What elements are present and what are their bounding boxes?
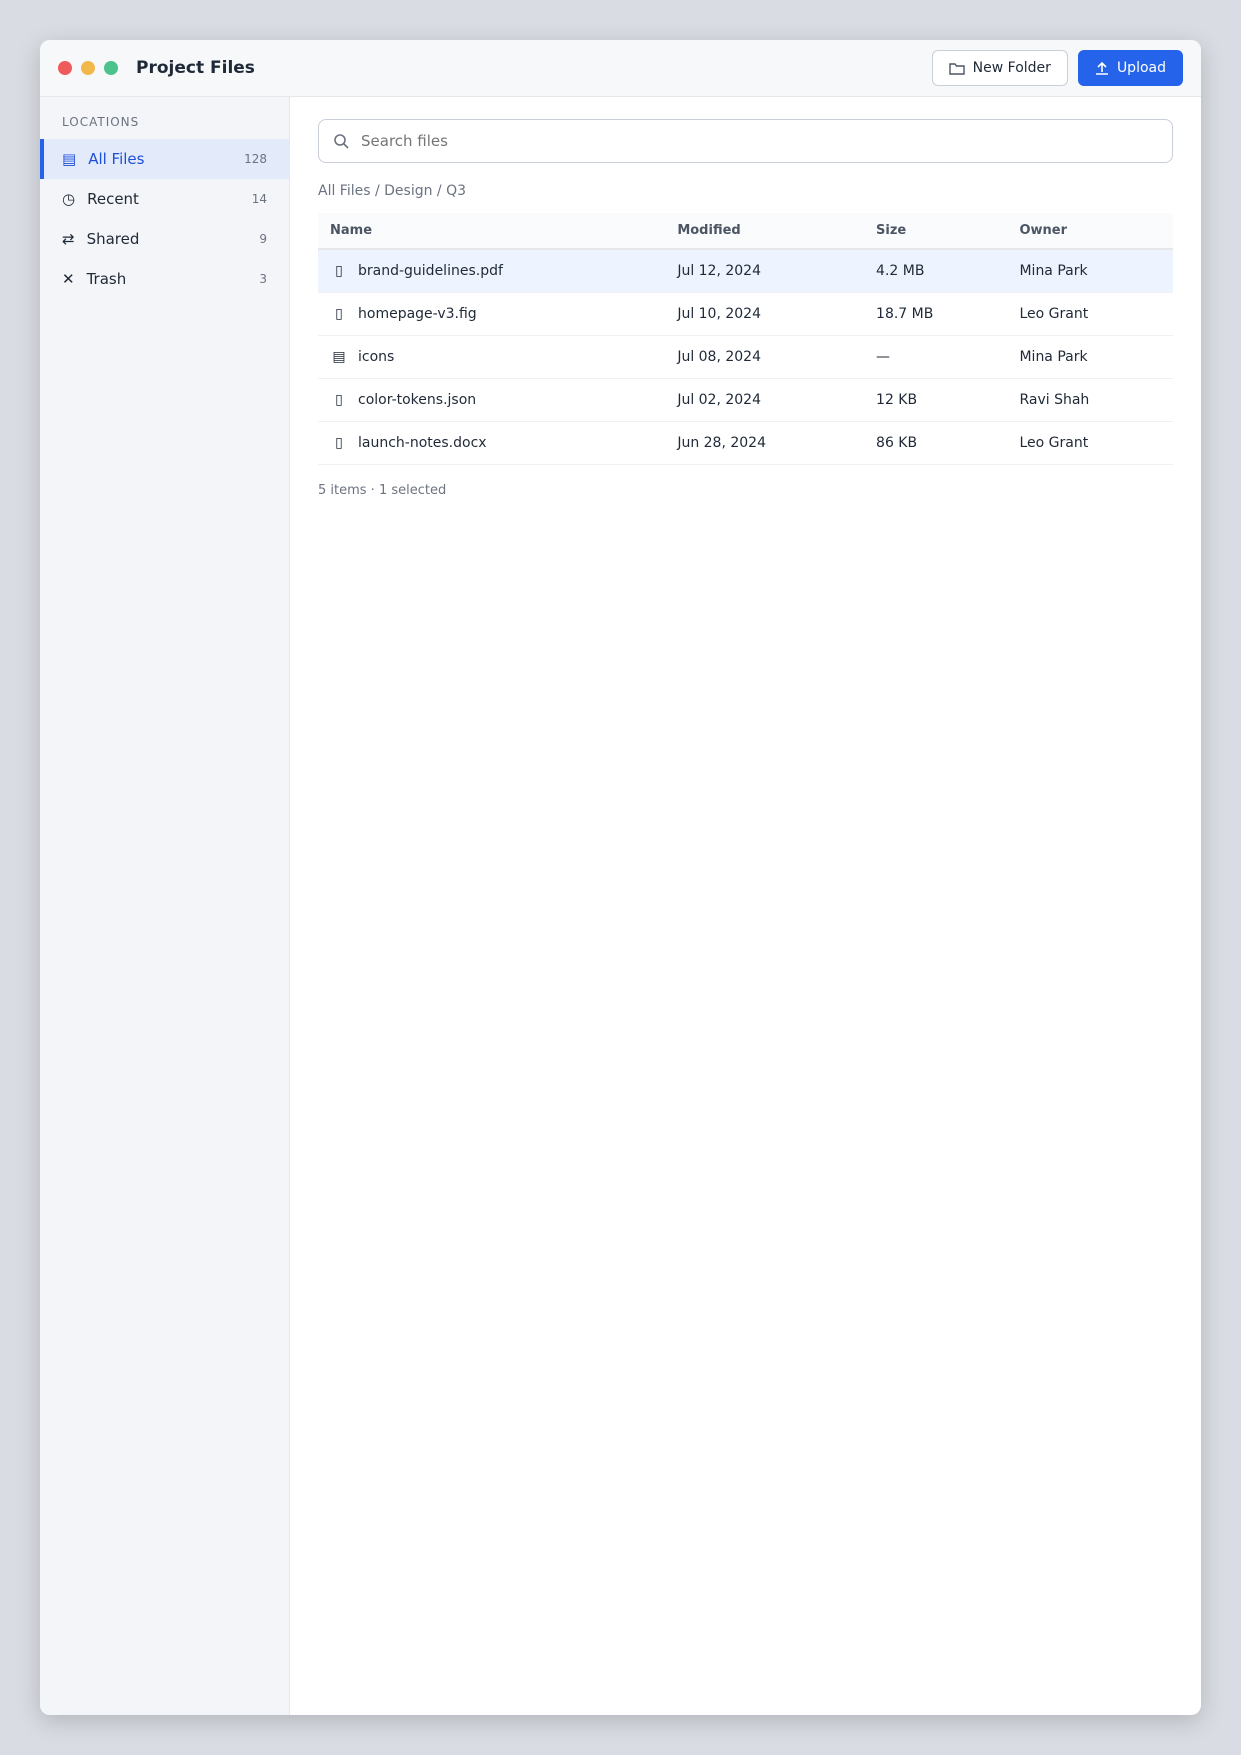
sidebar [40, 97, 290, 1715]
main-panel [290, 97, 1201, 1715]
folder-plus-icon [949, 61, 965, 75]
sidebar-item-label: All Files [88, 150, 145, 168]
search-input[interactable] [359, 131, 1158, 151]
folder-icon: ▤ [332, 349, 346, 365]
clock-icon: ◷ [62, 190, 76, 208]
maximize-window-button[interactable] [104, 61, 118, 75]
window-controls [58, 61, 118, 75]
sidebar-item-label: Shared [86, 230, 140, 248]
owner-cell: Leo Grant [1007, 293, 1173, 336]
folder-icon: ▤ [62, 150, 77, 168]
owner-cell: Mina Park [1007, 336, 1173, 379]
size-cell: 12 KB [864, 379, 1007, 422]
sidebar-item-count: 14 [251, 192, 267, 206]
status-text: 5 items · 1 selected [318, 483, 447, 498]
close-window-button[interactable] [58, 61, 72, 75]
size-cell: — [864, 336, 1007, 379]
file-name: homepage-v3.fig [358, 306, 477, 322]
modified-cell: Jul 02, 2024 [665, 379, 864, 422]
upload-label: Upload [1116, 60, 1166, 76]
minimize-window-button[interactable] [81, 61, 95, 75]
table-header-row [318, 213, 1173, 249]
sidebar-heading: LOCATIONS [62, 115, 140, 129]
sidebar-item-label: Trash [86, 270, 127, 288]
sidebar-item-shared[interactable] [40, 219, 289, 259]
file-icon: ▯ [335, 435, 343, 451]
title-bar [40, 40, 1201, 97]
file-table [318, 213, 1173, 465]
new-folder-label: New Folder [972, 60, 1051, 76]
table-row[interactable] [318, 293, 1173, 336]
file-name: icons [358, 349, 395, 365]
size-cell: 18.7 MB [864, 293, 1007, 336]
file-icon: ▯ [335, 392, 343, 408]
file-name-cell [318, 379, 665, 422]
sidebar-item-count: 9 [259, 232, 267, 246]
column-header-owner[interactable]: Owner [1007, 213, 1173, 249]
file-name: launch-notes.docx [358, 435, 487, 451]
owner-cell: Leo Grant [1007, 422, 1173, 465]
search-bar [318, 119, 1173, 163]
table-row[interactable] [318, 379, 1173, 422]
share-icon: ⇄ [62, 230, 75, 248]
modified-cell: Jul 12, 2024 [665, 249, 864, 293]
file-name-cell [318, 336, 665, 379]
column-header-name[interactable]: Name [318, 213, 665, 249]
sidebar-item-count: 3 [259, 272, 267, 286]
upload-button[interactable] [1078, 50, 1183, 86]
window-title: Project Files [136, 58, 255, 78]
upload-icon [1095, 61, 1109, 75]
table-row[interactable] [318, 249, 1173, 293]
file-icon: ▯ [335, 306, 343, 322]
sidebar-item-count: 128 [244, 152, 267, 166]
table-row[interactable] [318, 336, 1173, 379]
trash-icon: ✕ [62, 270, 75, 288]
sidebar-item-label: Recent [87, 190, 139, 208]
size-cell: 4.2 MB [864, 249, 1007, 293]
column-header-modified[interactable]: Modified [665, 213, 864, 249]
column-header-size[interactable]: Size [864, 213, 1007, 249]
owner-cell: Ravi Shah [1007, 379, 1173, 422]
modified-cell: Jul 08, 2024 [665, 336, 864, 379]
app-window [40, 40, 1201, 1715]
file-name-cell [318, 293, 665, 336]
file-name: brand-guidelines.pdf [358, 263, 503, 279]
sidebar-item-trash[interactable] [40, 259, 289, 299]
sidebar-item-recent[interactable] [40, 179, 289, 219]
sidebar-item-all-files[interactable] [40, 139, 289, 179]
owner-cell: Mina Park [1007, 249, 1173, 293]
file-name-cell [318, 249, 665, 293]
modified-cell: Jul 10, 2024 [665, 293, 864, 336]
table-row[interactable] [318, 422, 1173, 465]
file-icon: ▯ [335, 263, 343, 279]
file-name-cell [318, 422, 665, 465]
new-folder-button[interactable] [932, 50, 1068, 86]
breadcrumb: All Files / Design / Q3 [318, 183, 467, 199]
size-cell: 86 KB [864, 422, 1007, 465]
search-icon [333, 133, 349, 149]
modified-cell: Jun 28, 2024 [665, 422, 864, 465]
file-name: color-tokens.json [358, 392, 477, 408]
